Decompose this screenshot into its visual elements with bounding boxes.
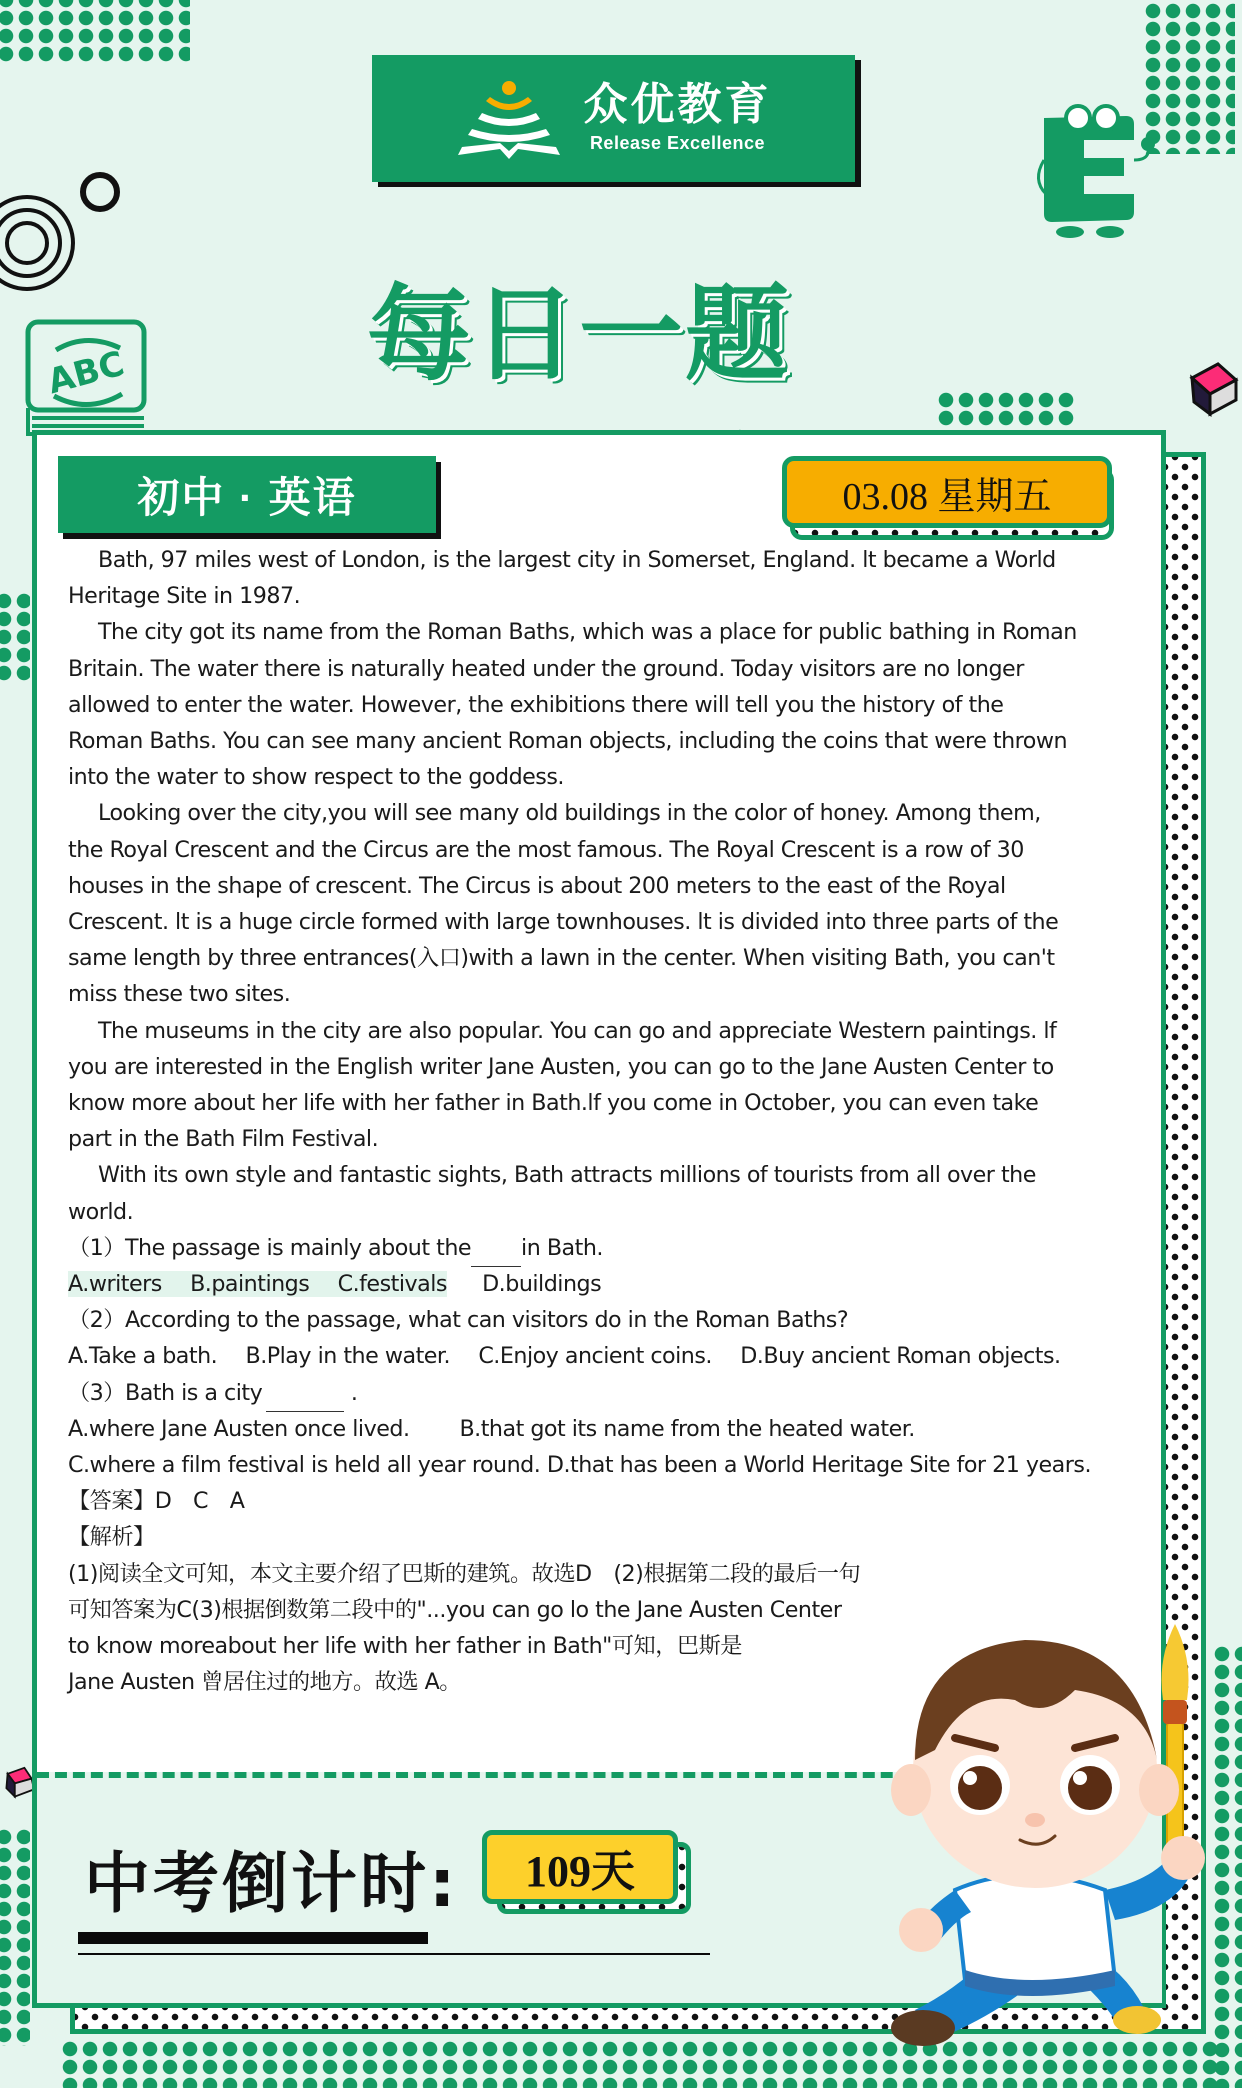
passage-line: you are interested in the English writer Jane Austen, you can go to the Jane Austen Center to [68,1053,1054,1080]
option-a: A.writers [68,1271,162,1298]
analysis-line: (1)阅读全文可知，本文主要介绍了巴斯的建筑。故选D (2)根据第二段的最后一句 [68,1560,861,1587]
answer-blank [266,1411,344,1412]
decor-dots-left-middle [0,592,30,682]
decor-dots-top-left [0,0,190,63]
decor-bar-thick [78,1932,428,1944]
analysis-label: 【解析】 [68,1524,155,1551]
passage-line: part in the Bath Film Festival. [68,1126,379,1153]
decor-bar-thin [78,1953,710,1955]
passage-line: Roman Baths. You can see many ancient Roman objects, including the coins that were thrown [68,728,1068,755]
passage-line: Bath, 97 miles west of London, is the largest city in Somerset, England. lt became a World [98,547,1056,573]
question-3-options-row-1 [68,1411,1148,1447]
answer-blank [471,1266,521,1267]
passage-line: The city got its name from the Roman Baths, which was a place for public bathing in Roman [98,619,1077,646]
brand-name-cn: 众优教育 [583,80,772,129]
option-b: B.Play in the water. [245,1343,451,1370]
option-d: D.that has been a World Heritage Site for 21 years. [546,1452,1092,1479]
option-c: C.festivals [337,1271,447,1298]
logo-banner [372,55,855,182]
exam-countdown-label: 中考倒计时: [84,1845,459,1922]
concentric-circles-icon [0,160,130,300]
answer-value: D C A [154,1488,245,1515]
passage-line: same length by three entrances(入口)with a lawn in the center. When visiting Bath, you can't [68,945,1055,972]
passage-line: Crescent. lt is a huge circle formed with large townhouses. lt is divided into three parts of the [68,909,1059,936]
option-d: D.Buy ancient Roman objects. [740,1343,1061,1370]
passage-line: world. [68,1198,134,1225]
svg-text:ABC: ABC [43,343,129,403]
option-b: B.that got its name from the heated water. [459,1415,915,1442]
abc-book-icon [24,318,154,438]
answer-label: 【答案】 [68,1488,155,1515]
passage-line: Looking over the city,you will see many old buildings in the color of honey. Among them, [98,800,1041,827]
boy-mascot-icon [875,1610,1215,2050]
passage-line: The museums in the city are also popular. You can go and appreciate Western paintings. lf [98,1017,1057,1044]
question-1-options [68,1266,1148,1302]
brand-logo-icon [456,79,562,159]
cube-icon-right [1180,358,1240,418]
passage-line: Heritage Site in 1987. [68,583,301,610]
subject-tag: 初中 · 英语 [58,456,436,533]
letter-e-mascot-icon [1030,100,1165,240]
option-c: C.Enjoy ancient coins. [478,1343,712,1370]
question-3-stem: （3）Bath is a city . [68,1375,1148,1411]
analysis-line: Jane Austen 曾居住过的地方。故选 A。 [68,1669,461,1696]
headline-part-1: 每日一题 [366,273,791,395]
passage-line: allowed to enter the water. However, the exhibitions there will tell you the history of the [68,691,1004,718]
passage-line: into the water to show respect to the goddess. [68,764,564,791]
answer-line [68,1483,1148,1519]
date-badge: 03.08 星期五 [782,456,1112,528]
brand-slogan: Release Excellence [589,133,766,153]
reading-passage [68,542,1148,1701]
passage-line: miss these two sites. [68,981,291,1008]
passage-line: the Royal Crescent and the Circus are the most famous. The Royal Crescent is a row of 30 [68,836,1024,863]
question-1-stem: （1）The passage is mainly about the in Bath. [68,1230,1148,1266]
decor-dots-right-bottom [1212,1645,1242,2088]
option-d: D.buildings [482,1271,602,1298]
analysis-line: 可知答案为C(3)根据倒数第二段中的"...you can go lo the Jane Austen Center [68,1596,842,1623]
option-b: B.paintings [190,1271,310,1298]
question-2-options [68,1338,1148,1374]
exam-countdown-value: 109天 [482,1830,678,1904]
option-c: C.where a film festival is held all year round. [68,1452,541,1479]
decor-dots-left-bottom [0,1828,30,2046]
passage-line: know more about her life with her father in Bath.lf you come in October, you can even take [68,1090,1039,1117]
passage-line: With its own style and fantastic sights, Bath attracts millions of tourists from all over the [98,1162,1036,1189]
analysis-line: to know moreabout her life with her father in Bath"可知，巴斯是 [68,1633,742,1660]
question-2-stem: （2）According to the passage, what can visitors do in the Roman Baths? [68,1307,849,1334]
option-a: A.where Jane Austen once lived. [68,1415,410,1442]
question-3-options-row-2 [68,1447,1148,1483]
option-a: A.Take a bath. [68,1343,218,1370]
passage-line: Britain. The water there is naturally heated under the ground. Today visitors are no longer [68,655,1024,682]
passage-line: houses in the shape of crescent. The Circus is about 200 meters to the east of the Royal [68,872,1006,899]
